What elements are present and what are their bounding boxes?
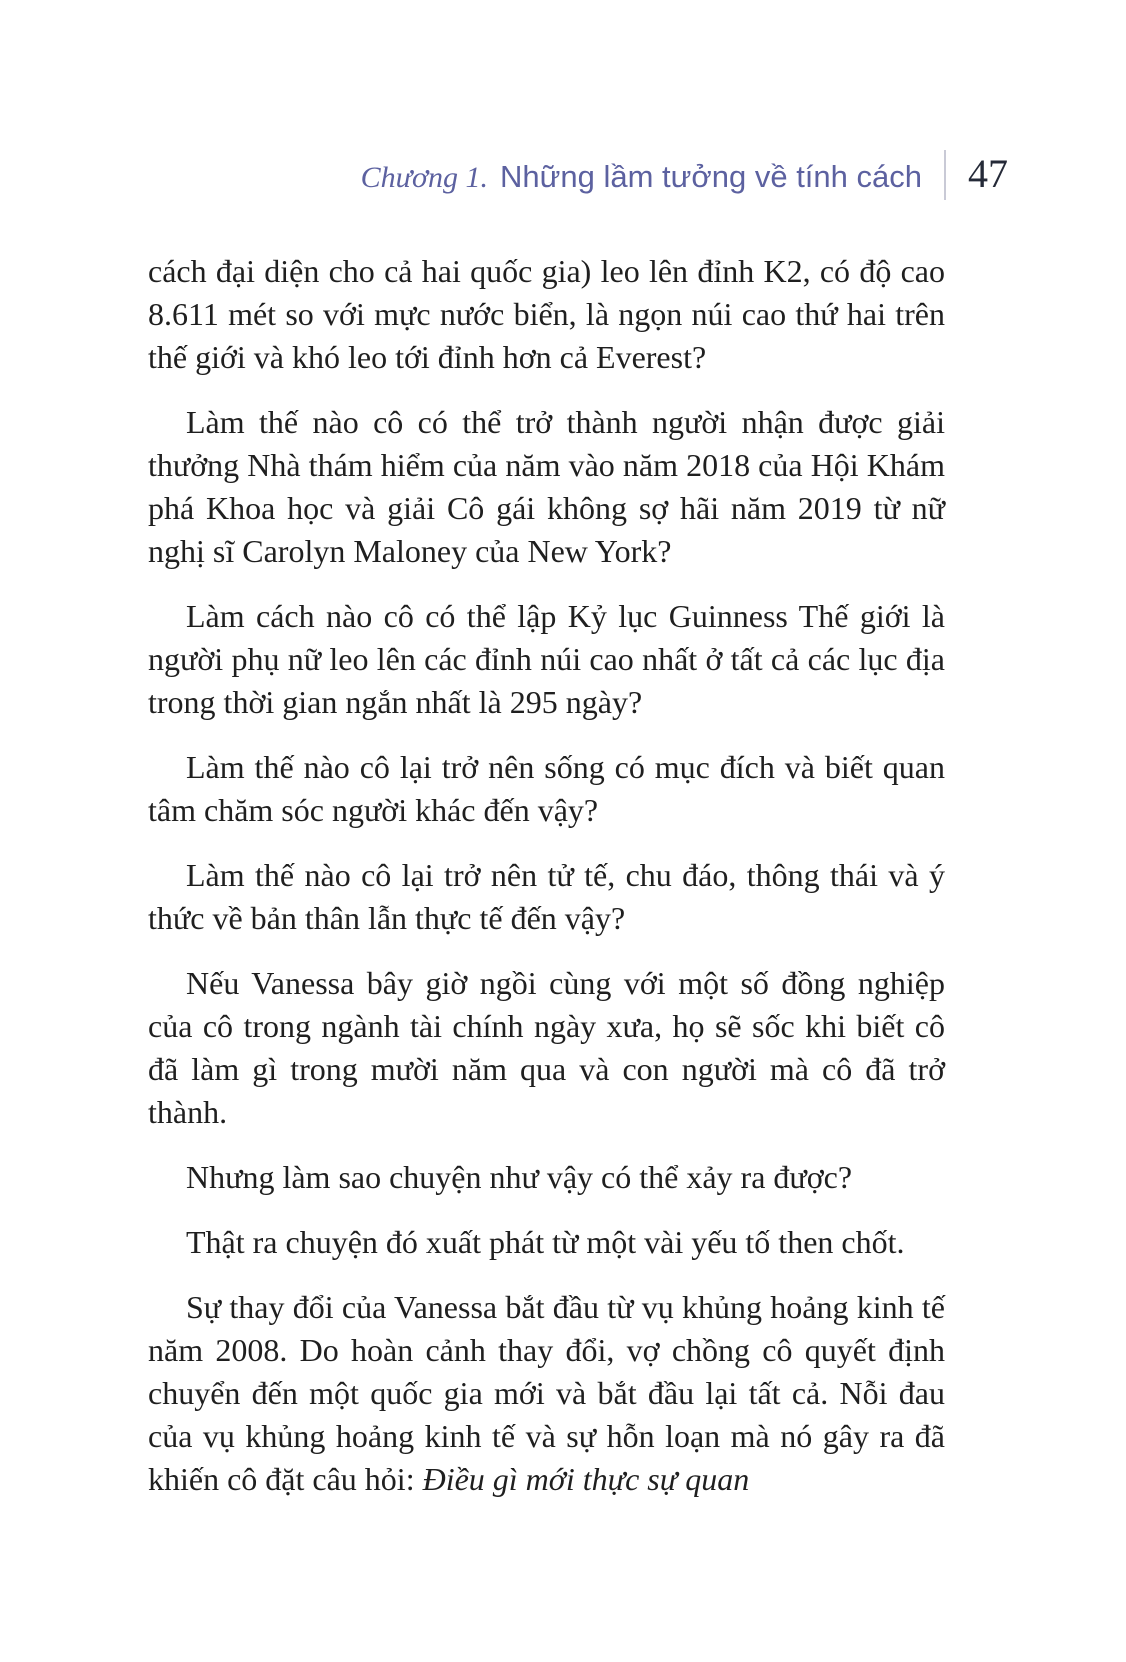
paragraph: Thật ra chuyện đó xuất phát từ một vài yếu tố then chốt. [186,1224,905,1260]
paragraph: Nếu Vanessa bây giờ ngồi cùng với một số đồng nghiệp của cô trong ngành tài chính ngày xưa, họ sẽ sốc khi biết cô đã làm gì trong mười năm qua và con người mà cô đã trở thành. [148,965,945,1130]
paragraph-with-italic-tail [148,1286,945,1501]
paragraph: Làm thế nào cô có thể trở thành người nhận được giải thưởng Nhà thám hiểm của năm vào năm 2018 của Hội Khám phá Khoa học và giải Cô gái không sợ hãi năm 2019 từ nữ nghị sĩ Carolyn Maloney của New York? [148,404,945,569]
paragraph: Làm thế nào cô lại trở nên sống có mục đích và biết quan tâm chăm sóc người khác đến vậy? [148,749,945,828]
paragraph: Nhưng làm sao chuyện như vậy có thể xảy ra được? [186,1159,853,1195]
page-body [148,250,945,1501]
paragraph-text: Sự thay đổi của Vanessa bắt đầu từ vụ khủng hoảng kinh tế năm 2008. Do hoàn cảnh thay đổi, vợ chồng cô quyết định chuyển đến một quốc gia mới và bắt đầu lại tất cả. Nỗi đau của vụ khủng hoảng kinh tế và sự hỗn loạn mà nó gây ra đã khiến cô đặt câu hỏi: [148,1289,945,1497]
page-number: 47 [968,151,1008,196]
page-header [0,150,1008,200]
chapter-label: Chương 1. [360,161,489,194]
chapter-title: Những lầm tưởng về tính cách [500,159,922,194]
paragraph-italic-tail: Điều gì mới thực sự quan [422,1461,750,1497]
paragraph-continuation: cách đại diện cho cả hai quốc gia) leo lên đỉnh K2, có độ cao 8.611 mét so với mực nước biển, là ngọn núi cao thứ hai trên thế giới và khó leo tới đỉnh hơn cả Everest? [148,253,945,375]
paragraph: Làm thế nào cô lại trở nên tử tế, chu đáo, thông thái và ý thức về bản thân lẫn thực tế đến vậy? [148,857,945,936]
paragraph: Làm cách nào cô có thể lập Kỷ lục Guinness Thế giới là người phụ nữ leo lên các đỉnh núi cao nhất ở tất cả các lục địa trong thời gian ngắn nhất là 295 ngày? [148,598,945,720]
header-divider [944,150,946,200]
